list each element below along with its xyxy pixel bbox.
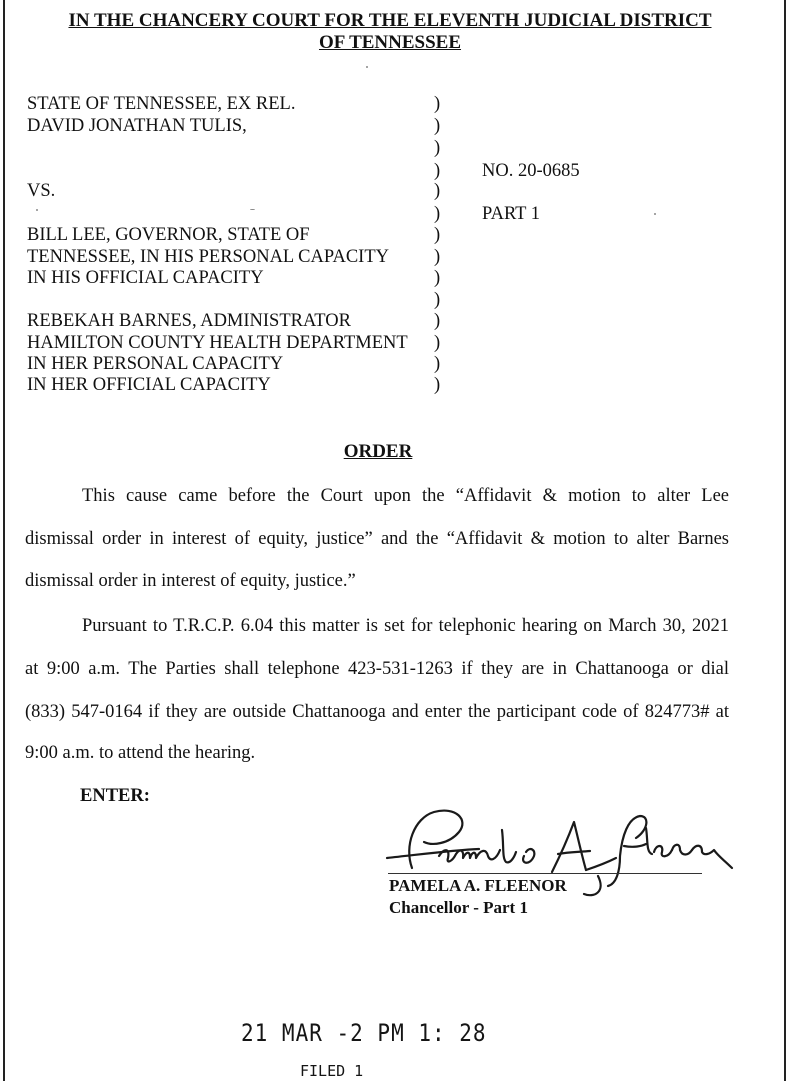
caption-paren: ) — [434, 94, 441, 114]
caption-paren: ) — [434, 311, 441, 331]
signer-name: PAMELA A. FLEENOR — [389, 876, 567, 895]
caption-paren: ) — [434, 116, 441, 136]
signature-line — [388, 873, 702, 874]
caption-paren: ) — [434, 161, 441, 181]
caption-paren: ) — [434, 290, 441, 310]
body-text-line: Pursuant to T.R.C.P. 6.04 this matter is set for telephonic hearing on March 30, 2021 — [82, 616, 729, 636]
caption-line — [0, 311, 788, 332]
scan-speck — [250, 209, 255, 210]
caption-line — [0, 333, 788, 354]
caption-party-text: HAMILTON COUNTY HEALTH DEPARTMENT — [27, 333, 408, 353]
body-text-line: dismissal order in interest of equity, justice” and the “Affidavit & motion to alter Barnes — [25, 529, 729, 549]
caption-paren: ) — [434, 333, 441, 353]
scan-speck — [366, 66, 368, 68]
caption-party-text: IN HER PERSONAL CAPACITY — [27, 354, 284, 374]
case-part: PART 1 — [482, 204, 541, 224]
caption-line — [0, 268, 788, 289]
enter-label: ENTER: — [80, 786, 150, 806]
caption-paren: ) — [434, 354, 441, 374]
caption-line — [0, 94, 788, 115]
caption-paren: ) — [434, 247, 441, 267]
filing-stamp-date: 21 MAR -2 PM 1: 28 — [241, 1019, 487, 1047]
scan-speck — [654, 213, 656, 215]
caption-paren: ) — [434, 375, 441, 395]
court-heading-line-1: IN THE CHANCERY COURT FOR THE ELEVENTH JUDICIAL DISTRICT — [68, 10, 712, 31]
caption-paren: ) — [434, 138, 441, 158]
caption-line — [0, 181, 788, 202]
court-heading — [40, 10, 740, 54]
caption-party-text: IN HER OFFICIAL CAPACITY — [27, 375, 271, 395]
court-heading-line-2: OF TENNESSEE — [318, 32, 462, 53]
caption-party-text: TENNESSEE, IN HIS PERSONAL CAPACITY — [27, 247, 389, 267]
caption-line — [0, 375, 788, 396]
body-text-line: at 9:00 a.m. The Parties shall telephone 423-531-1263 if they are in Chattanooga or dial — [25, 659, 729, 679]
caption-party-text: DAVID JONATHAN TULIS, — [27, 116, 247, 136]
caption-line — [0, 290, 788, 311]
caption-paren: ) — [434, 268, 441, 288]
caption-line — [0, 138, 788, 159]
caption-paren: ) — [434, 204, 441, 224]
order-title: ORDER — [343, 441, 413, 462]
caption-line — [0, 354, 788, 375]
caption-party-text: BILL LEE, GOVERNOR, STATE OF — [27, 225, 310, 245]
body-text-line: (833) 547-0164 if they are outside Chattanooga and enter the participant code of 824773# at — [25, 702, 729, 722]
caption-party-text: IN HIS OFFICIAL CAPACITY — [27, 268, 264, 288]
caption-line — [0, 225, 788, 246]
caption-party-text: STATE OF TENNESSEE, EX REL. — [27, 94, 296, 114]
body-text-line: This cause came before the Court upon the “Affidavit & motion to alter Lee — [82, 486, 729, 506]
caption-line — [0, 204, 788, 225]
caption-line — [0, 161, 788, 182]
caption-line — [0, 116, 788, 137]
case-number: NO. 20-0685 — [482, 161, 580, 181]
caption-line — [0, 247, 788, 268]
signer-title: Chancellor - Part 1 — [389, 898, 528, 917]
body-text-line: dismissal order in interest of equity, justice.” — [25, 571, 356, 591]
caption-party-text: REBEKAH BARNES, ADMINISTRATOR — [27, 311, 351, 331]
scan-speck — [36, 209, 38, 211]
caption-paren: ) — [434, 181, 441, 201]
caption-versus: VS. — [27, 181, 56, 201]
filing-stamp-label: FILED 1 — [300, 1062, 364, 1080]
caption-paren: ) — [434, 225, 441, 245]
body-text-line: 9:00 a.m. to attend the hearing. — [25, 743, 256, 763]
